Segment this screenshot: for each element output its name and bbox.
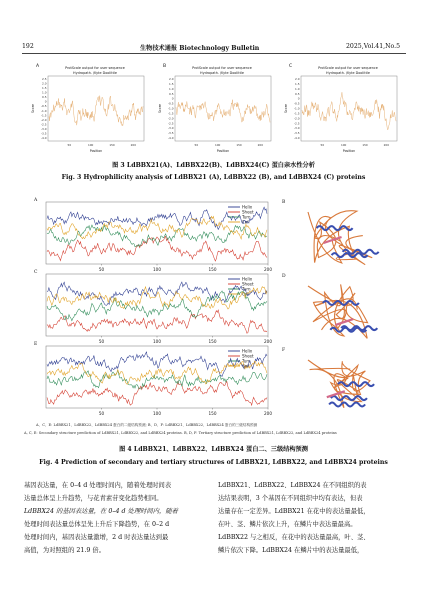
y-tick-label: -3.5 [41,131,47,136]
y-tick-label: 1.0 [42,90,47,95]
y-tick-label: 1.5 [42,86,47,91]
plot-frame [46,202,268,264]
body-column-right [218,479,408,557]
x-axis-label: Position [89,149,103,153]
structure-series-turn [47,370,267,389]
tertiary-structure-image [288,202,398,272]
y-tick-label: -0.5 [168,101,174,106]
y-axis-label: Score [31,104,35,113]
y-tick-label: -2.5 [168,121,174,126]
x-tick-label: 150 [208,411,217,416]
legend-label: Helix [242,204,253,210]
body-line: 在叶、茎、鳞片依次上升，在鳞片中表达量最高。 [218,521,357,528]
y-tick-label: -1.5 [41,113,47,118]
x-tick-label: 50 [194,143,199,147]
fig4-caption-cn: 图 4 LdBBX21、LdBBX22、LdBBX24 蛋白二、三级结构预测 [119,446,308,453]
plot-frame [48,76,144,141]
x-tick-label: 100 [153,411,161,416]
fig3-caption-en: Fig. 3 Hydrophilicity analysis of LdBBX21 (A), LdBBX22 (B), and LdBBX24 (C) proteins [61,174,366,181]
y-tick-label: -3.0 [41,126,47,131]
x-tick-label: 100 [87,143,94,147]
x-tick-label: 50 [98,267,105,272]
body-line: 处理时间内，基因表达量激增，2 d 时表达量达到最 [24,534,169,541]
y-tick-label: 1.5 [295,81,300,86]
plot-frame [46,274,268,336]
panel-letter: C [34,270,38,275]
y-tick-label: 1.0 [295,86,300,91]
y-tick-label: -4.0 [168,136,174,140]
y-tick-label: -3.5 [294,131,300,136]
legend-label: Turn [242,286,251,292]
hydropathy-line [302,92,396,129]
helix-ribbon [329,402,365,406]
structure-series-sheet [47,236,267,261]
panel-letter: A [34,198,38,203]
y-axis-label: Score [158,104,162,113]
hydropathy-plot [157,60,275,155]
x-tick-label: 200 [264,411,272,416]
x-tick-label: 100 [340,143,347,147]
y-tick-label: -4.0 [41,136,47,140]
y-tick-label: -1.0 [168,106,174,111]
y-tick-label: -0.5 [294,101,300,106]
issue-info: 2025,Vol.41,No.5 [346,43,401,50]
structure-series-coil [47,216,267,239]
y-tick-label: -2.0 [294,116,300,121]
panel-letter: E [34,342,38,347]
journal-title: 生物技术通报 Biotechnology Bulletin [140,45,260,52]
legend-label: Sheet [242,209,254,215]
x-tick-label: 150 [208,339,217,344]
hydropathy-plot [283,60,401,155]
y-tick-label: 0 [44,99,47,104]
legend-label: Coil [242,219,250,225]
y-tick-label: -4.0 [294,136,300,140]
panel-letter: C [289,64,293,69]
helix-ribbon [341,326,377,330]
plot-subtitle: Hydropath. /Kyte Doolittle [326,71,370,75]
x-tick-label: 200 [264,267,272,272]
secondary-structure-plot [44,272,272,344]
structure-series-helix [47,204,267,229]
body-line: 基因表达量，在 0–4 d 处理时间内，随着处理时间表 [24,482,172,489]
structure-series-turn [47,291,267,321]
body-line: 鳞片依次下降。LdBBX24 在鳞片中的表达量最低， [218,547,364,554]
plot-title: ProtScale output for user sequence [192,66,252,70]
y-tick-label: -1.0 [294,106,300,111]
y-tick-label: 2.0 [169,77,174,81]
legend-label: Helix [242,276,253,282]
body-column-left [24,479,210,557]
y-tick-label: 2.0 [295,77,300,81]
plot-title: ProtScale output for user sequence [318,66,378,70]
y-tick-label: -1.5 [168,111,174,116]
y-tick-label: -2.0 [168,116,174,121]
plot-frame [46,346,268,408]
structure-series-sheet [47,382,267,406]
y-tick-label: -0.5 [41,104,47,109]
x-axis-label: Position [216,149,230,153]
y-tick-label: 1.5 [169,81,174,86]
x-tick-label: 200 [257,143,264,147]
body-line: 达量存在一定差异。LdBBX21 在花中的表达量最低， [218,508,370,515]
plot-subtitle: Hydropath. /Kyte Doolittle [73,71,117,75]
fig4-note-cn: A、C、E: LdBBX21、LdBBX22、LdBBX24 蛋白的二级结构预测; B、D、F: LdBBX21、LdBBX22、LdBBX24 蛋白的三级结构预测 [36,423,258,427]
tertiary-structure-image [288,276,398,346]
x-tick-label: 150 [236,143,242,147]
y-tick-label: 2.0 [42,81,47,86]
x-tick-label: 200 [264,339,272,344]
page-number: 192 [22,43,34,50]
y-tick-label: -1.0 [41,108,47,113]
y-tick-label: -3.5 [168,131,174,136]
x-tick-label: 150 [109,143,115,147]
fig3-caption-cn: 图 3 LdBBX21(A)、LdBBX22(B)、LdBBX24(C) 蛋白亲水性分析 [112,162,315,169]
body-line: LdBBX24 的基因表达量，在 0–4 d 处理时间内，随着 [24,508,178,515]
y-tick-label: 0.5 [295,91,300,96]
x-tick-label: 50 [98,339,105,344]
legend-label: Coil [242,291,250,297]
y-tick-label: -3.0 [294,126,300,131]
body-line: 达结果表明，3 个基因在不同组织中均有表达，但表 [218,495,363,502]
x-tick-label: 50 [320,143,325,147]
plot-title: ProtScale output for user sequence [65,66,125,70]
y-axis-label: Score [284,104,288,113]
legend-label: Sheet [242,353,254,359]
legend-label: Sheet [242,281,254,287]
plot-subtitle: Hydropath. /Kyte Doolittle [200,71,244,75]
y-tick-label: -1.5 [294,111,300,116]
y-tick-label: 0 [171,96,174,101]
hydropathy-line [49,96,143,126]
legend-label: Coil [242,363,250,369]
plot-frame [301,76,397,141]
body-line: 高值，为对照组的 21.9 倍。 [24,547,105,554]
panel-letter: F [282,348,286,353]
panel-letter: B [163,64,167,69]
x-tick-label: 150 [208,267,217,272]
y-tick-label: -3.0 [168,126,174,131]
legend-label: Helix [242,348,253,354]
body-line: LdBBX21、LdBBX22、LdBBX24 在不同组织的表 [218,482,367,489]
x-tick-label: 200 [130,143,137,147]
y-tick-label: -2.5 [294,121,300,126]
panel-letter: A [36,64,40,69]
legend-label: Turn [242,358,251,364]
body-line: 达量总体呈上升趋势，与花青素苷变化趋势相同。 [24,495,163,502]
helix-ribbon [331,396,367,400]
body-line: 处理时间表达量总体呈先上升后下降趋势，在 0–2 d [24,521,170,528]
hydropathy-plot [30,60,148,155]
y-tick-label: 0.5 [42,95,47,100]
hydropathy-line [176,100,270,123]
y-tick-label: 2.5 [42,77,47,81]
panel-letter: D [282,274,286,279]
y-tick-label: -2.5 [41,122,47,127]
header-rule [22,53,406,54]
x-tick-label: 100 [153,339,161,344]
secondary-structure-plot [44,344,272,416]
y-tick-label: -2.0 [41,117,47,122]
y-tick-label: 1.0 [169,86,174,91]
y-tick-label: 0 [297,96,300,101]
panel-letter: B [282,200,286,205]
tertiary-structure-image [288,350,398,420]
x-tick-label: 100 [153,267,161,272]
fig4-caption-en: Fig. 4 Prediction of secondary and tertiary structures of LdBBX21, LdBBX22, and LdBBX24 proteins [39,459,388,466]
x-tick-label: 50 [67,143,72,147]
x-tick-label: 50 [98,411,105,416]
secondary-structure-plot [44,200,272,272]
body-line: LdBBX22 与之相反，在花中的表达量最高，叶、茎、 [218,534,370,541]
y-tick-label: 0.5 [169,91,174,96]
legend-label: Turn [242,214,251,220]
fig4-note-en: A, C, E: Secondary structure prediction of LdBBX21, LdBBX22, and LdBBX24 proteins. B, D, F: Tertiary structure prediction of LdBBX21, LdBBX22, and LdBBX24 proteins [24,431,337,435]
structure-series-sheet [47,310,267,333]
x-tick-label: 200 [383,143,390,147]
x-tick-label: 100 [214,143,221,147]
x-tick-label: 150 [362,143,368,147]
x-axis-label: Position [342,149,356,153]
